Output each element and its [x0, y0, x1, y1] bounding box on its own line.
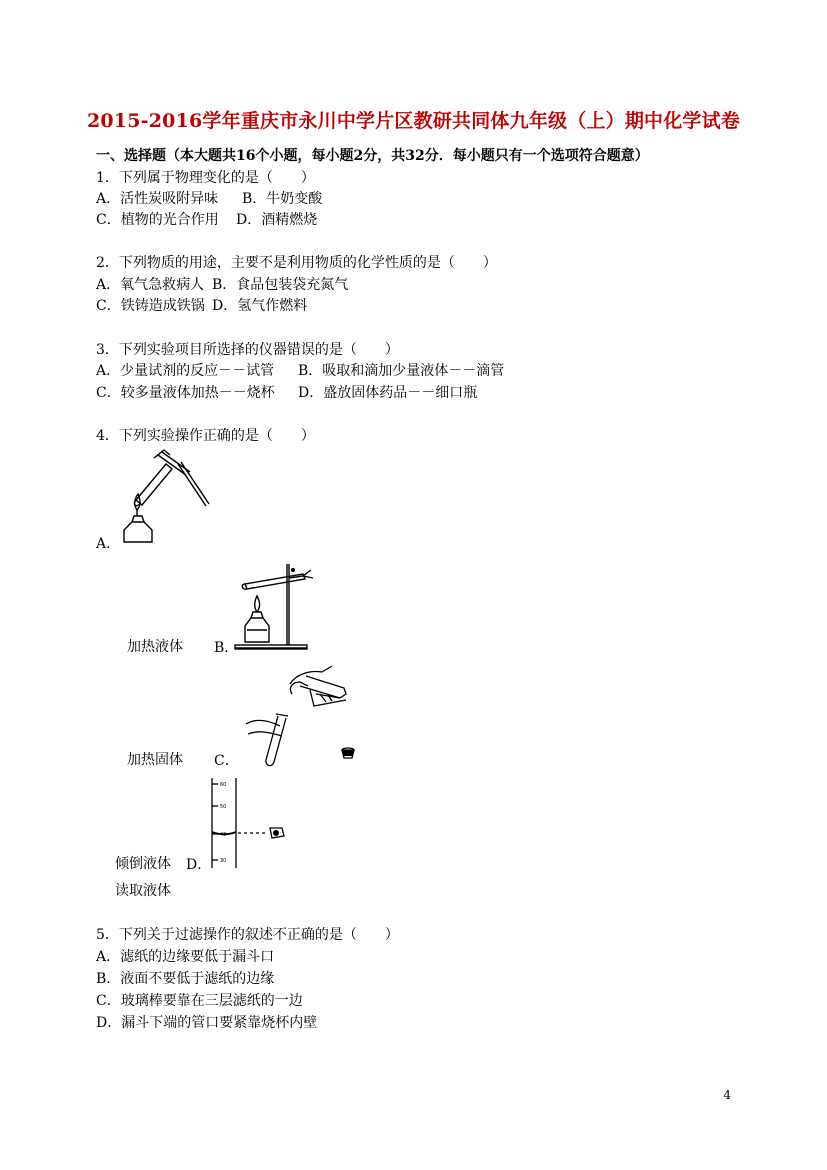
figure-c-pouring-liquid [236, 664, 356, 768]
question-3-option-c: C．较多量液体加热－－烧杯 [96, 385, 275, 401]
figure-a-caption: 加热液体 [127, 639, 183, 655]
question-5-option-c: C．玻璃棒要靠在三层滤纸的一边 [96, 993, 303, 1009]
cylinder-tick-30: 30 [220, 858, 227, 864]
question-5-option-d: D．漏斗下端的管口要紧靠烧杯内壁 [96, 1015, 318, 1031]
figure-a-heating-liquid [118, 450, 218, 550]
question-5-option-b: B．液面不要低于滤纸的边缘 [96, 971, 275, 987]
page-title: 2015-2016学年重庆市永川中学片区教研共同体九年级（上）期中化学试卷 [86, 110, 741, 132]
figure-b-caption: 加热固体 [127, 752, 183, 768]
section-heading: 一、选择题（本大题共16个小题，每小题2分，共32分．每小题只有一个选项符合题意） [96, 148, 649, 164]
figure-c-caption: 倾倒液体 [115, 856, 171, 872]
question-1-option-c: C．植物的光合作用 [96, 212, 219, 228]
figure-b-heating-solid [233, 562, 333, 654]
question-3-option-b: B．吸取和滴加少量液体－－滴管 [298, 363, 505, 379]
question-4-option-a: A． [96, 536, 121, 552]
question-1-stem: 1．下列属于物理变化的是（ ） [96, 170, 315, 186]
question-4-option-b: B． [214, 640, 239, 656]
cylinder-tick-60: 60 [220, 782, 227, 788]
question-2-option-d: D．氢气作燃料 [212, 298, 308, 314]
question-1-option-b: B．牛奶变酸 [242, 191, 323, 207]
question-3-stem: 3．下列实验项目所选择的仪器错误的是（ ） [96, 342, 399, 358]
question-2-option-b: B．食品包装袋充氮气 [212, 277, 349, 293]
question-5-option-a: A．滤纸的边缘要低于漏斗口 [96, 949, 275, 965]
cylinder-tick-50: 50 [220, 804, 227, 810]
question-2-option-a: A．氧气急救病人 [96, 277, 205, 293]
question-5-stem: 5．下列关于过滤操作的叙述不正确的是（ ） [96, 927, 399, 943]
question-3-option-a: A．少量试剂的反应－－试管 [96, 363, 275, 379]
question-2-option-c: C．铁铸造成铁锅 [96, 298, 205, 314]
cylinder-tick-40: 40 [220, 832, 227, 838]
question-1-option-a: A．活性炭吸附异味 [96, 191, 219, 207]
page-number: 4 [723, 1088, 731, 1102]
question-4-option-d: D． [186, 857, 212, 873]
figure-d-caption: 读取液体 [115, 883, 171, 899]
question-2-stem: 2．下列物质的用途，主要不是利用物质的化学性质的是（ ） [96, 255, 497, 271]
question-4-stem: 4．下列实验操作正确的是（ ） [96, 428, 315, 444]
question-3-option-d: D．盛放固体药品－－细口瓶 [298, 385, 478, 401]
question-1-option-d: D．酒精燃烧 [236, 212, 318, 228]
figure-d-reading-cylinder [206, 776, 290, 870]
question-4-option-c: C． [214, 753, 239, 769]
